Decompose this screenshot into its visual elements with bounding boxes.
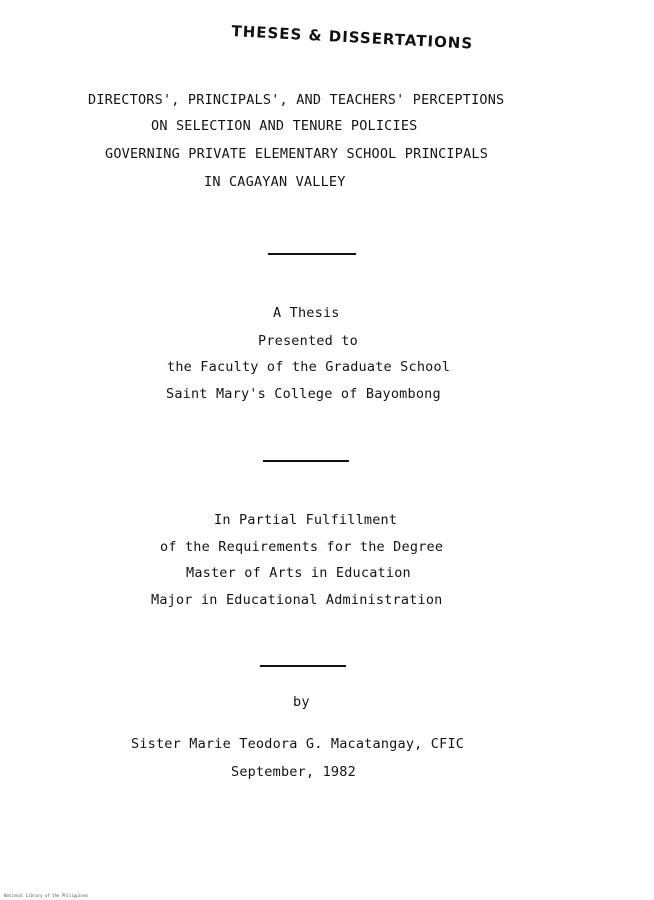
theses-dissertations-stamp: THESES & DISSERTATIONS [231, 22, 474, 53]
divider-rule-1 [268, 253, 356, 255]
presentation-line-4: Saint Mary's College of Bayombong [166, 386, 441, 402]
author-by: by [293, 694, 310, 710]
author-name: Sister Marie Teodora G. Macatangay, CFIC [131, 736, 465, 752]
divider-rule-3 [260, 665, 346, 667]
title-line-1: DIRECTORS', PRINCIPALS', AND TEACHERS' PERCEPTIONS [88, 92, 505, 108]
fulfillment-line-3: Master of Arts in Education [186, 565, 411, 581]
fulfillment-line-2: of the Requirements for the Degree [160, 539, 444, 555]
thesis-date: September, 1982 [231, 764, 356, 780]
fulfillment-line-4: Major in Educational Administration [151, 592, 443, 608]
fulfillment-line-1: In Partial Fulfillment [214, 512, 398, 528]
presentation-line-1: A Thesis [273, 305, 340, 321]
presentation-line-3: the Faculty of the Graduate School [167, 359, 451, 375]
library-footer: National Library of the Philippines [4, 893, 89, 898]
divider-rule-2 [263, 460, 349, 462]
title-line-4: IN CAGAYAN VALLEY [204, 174, 346, 190]
presentation-line-2: Presented to [258, 333, 358, 349]
title-line-2: ON SELECTION AND TENURE POLICIES [151, 118, 418, 134]
title-line-3: GOVERNING PRIVATE ELEMENTARY SCHOOL PRINCIPALS [105, 146, 489, 162]
